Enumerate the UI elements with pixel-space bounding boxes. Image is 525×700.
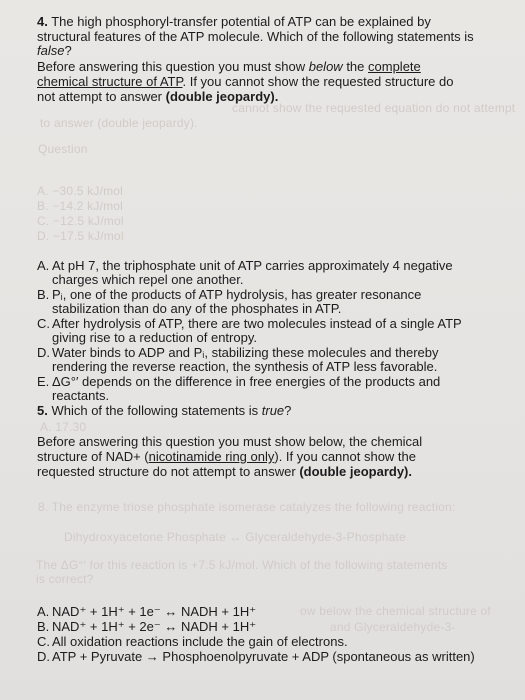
question-5-number: 5. xyxy=(37,403,48,418)
option-text: NAD⁺ + 1H⁺ + 1e⁻ ↔ NADH + 1H⁺ xyxy=(52,604,257,619)
q5-instr-b: ). If you cannot show the requested structure do not attempt to answer xyxy=(37,449,416,479)
bleed-text-4: A. −30.5 kJ/mol xyxy=(37,184,124,198)
question-5-options xyxy=(37,605,477,665)
option-letter: C. xyxy=(37,316,50,331)
option-text: Water binds to ADP and Pᵢ, stabilizing these molecules and thereby rendering the reverse reaction, the synthesis of ATP less favorable. xyxy=(52,345,439,374)
bleed-text-10: Dihydroxyacetone Phosphate ↔ Glyceraldehyde-3-Phosphate xyxy=(64,530,406,544)
option-text: At pH 7, the triphosphate unit of ATP carries approximately 4 negative charges which repel one another. xyxy=(52,258,453,287)
q5-option-a[interactable] xyxy=(37,605,477,619)
question-5-text: Which of the following statements is xyxy=(51,403,259,418)
question-4-keyword: false xyxy=(37,43,65,58)
question-4-punct: ? xyxy=(64,43,72,58)
option-text: ATP + Pyruvate → Phosphoenolpyruvate + ADP (spontaneous as written) xyxy=(52,649,475,664)
q4-instr-b: the xyxy=(346,59,365,74)
q5-instr-a: Before answering this question you must show below, the chemical structure of NAD+ ( xyxy=(37,434,423,464)
option-letter: A. xyxy=(37,604,50,619)
q4-instr-italic: below xyxy=(308,59,343,74)
option-text: NAD⁺ + 1H⁺ + 2e⁻ ↔ NADH + 1H⁺ xyxy=(52,619,257,634)
bleed-text-11: The ΔG°′ for this reaction is +7.5 kJ/mol. Which of the following statements xyxy=(36,558,448,572)
option-letter: C. xyxy=(37,634,50,649)
option-letter: D. xyxy=(37,649,50,664)
bleed-text-14: and Glyceraldehyde-3- xyxy=(330,620,456,634)
q5-option-c[interactable] xyxy=(37,635,477,649)
q4-instr-underline: complete chemical structure of ATP xyxy=(37,59,421,89)
option-letter: B. xyxy=(37,619,50,634)
q4-option-d[interactable] xyxy=(37,346,477,374)
q4-option-b[interactable] xyxy=(37,288,477,316)
option-letter: E. xyxy=(37,374,50,389)
option-text: ΔG°′ depends on the difference in free energies of the products and reactants. xyxy=(52,374,441,403)
question-4-options xyxy=(37,259,477,404)
question-4-instructions xyxy=(37,59,475,104)
bleed-text-2: to answer (double jeopardy). xyxy=(40,116,198,130)
question-5-instructions xyxy=(37,434,475,479)
question-5-punct: ? xyxy=(284,403,292,418)
bleed-text-6: C. −12.5 kJ/mol xyxy=(37,214,124,228)
question-5-stem xyxy=(37,404,475,419)
question-4-number: 4. xyxy=(37,14,48,29)
option-text: After hydrolysis of ATP, there are two molecules instead of a single ATP giving rise to a reduction of entropy. xyxy=(52,316,462,345)
q4-instr-bold: (double jeopardy). xyxy=(165,89,279,104)
q5-instr-underline: nicotinamide ring only xyxy=(148,449,275,464)
question-4-text: The high phosphoryl-transfer potential of ATP can be explained by structural features of the ATP molecule. Which of the following statements is xyxy=(37,14,474,44)
q4-option-e[interactable] xyxy=(37,375,477,403)
q4-instr-c: . If you cannot show the requested structure do not attempt to answer xyxy=(37,74,454,104)
option-letter: B. xyxy=(37,287,50,302)
q4-instr-a: Before answering this question you must show xyxy=(37,59,306,74)
bleed-text-1: cannot show the requested equation do not attempt xyxy=(232,101,516,115)
bleed-text-8: A. 17.30 xyxy=(40,420,87,434)
q4-option-c[interactable] xyxy=(37,317,477,345)
option-letter: A. xyxy=(37,258,50,273)
q5-option-b[interactable] xyxy=(37,620,477,634)
q5-option-d[interactable] xyxy=(37,650,477,664)
option-letter: D. xyxy=(37,345,50,360)
question-5-keyword: true xyxy=(261,403,285,418)
bleed-text-7: D. −17.5 kJ/mol xyxy=(37,229,124,243)
q5-instr-bold: (double jeopardy). xyxy=(299,464,412,479)
bleed-text-13: ow below the chemical structure of xyxy=(300,604,491,618)
q4-option-a[interactable] xyxy=(37,259,477,287)
bleed-text-3: Question xyxy=(38,142,88,156)
question-4-stem xyxy=(37,15,475,59)
bleed-text-5: B. −14.2 kJ/mol xyxy=(37,199,124,213)
bleed-text-12: is correct? xyxy=(36,572,94,586)
option-text: All oxidation reactions include the gain of electrons. xyxy=(52,634,348,649)
bleed-text-9: 8. The enzyme triose phosphate isomerase catalyzes the following reaction: xyxy=(38,500,456,514)
option-text: Pᵢ, one of the products of ATP hydrolysis, has greater resonance stabilization than do any of the phosphates in ATP. xyxy=(52,287,422,316)
